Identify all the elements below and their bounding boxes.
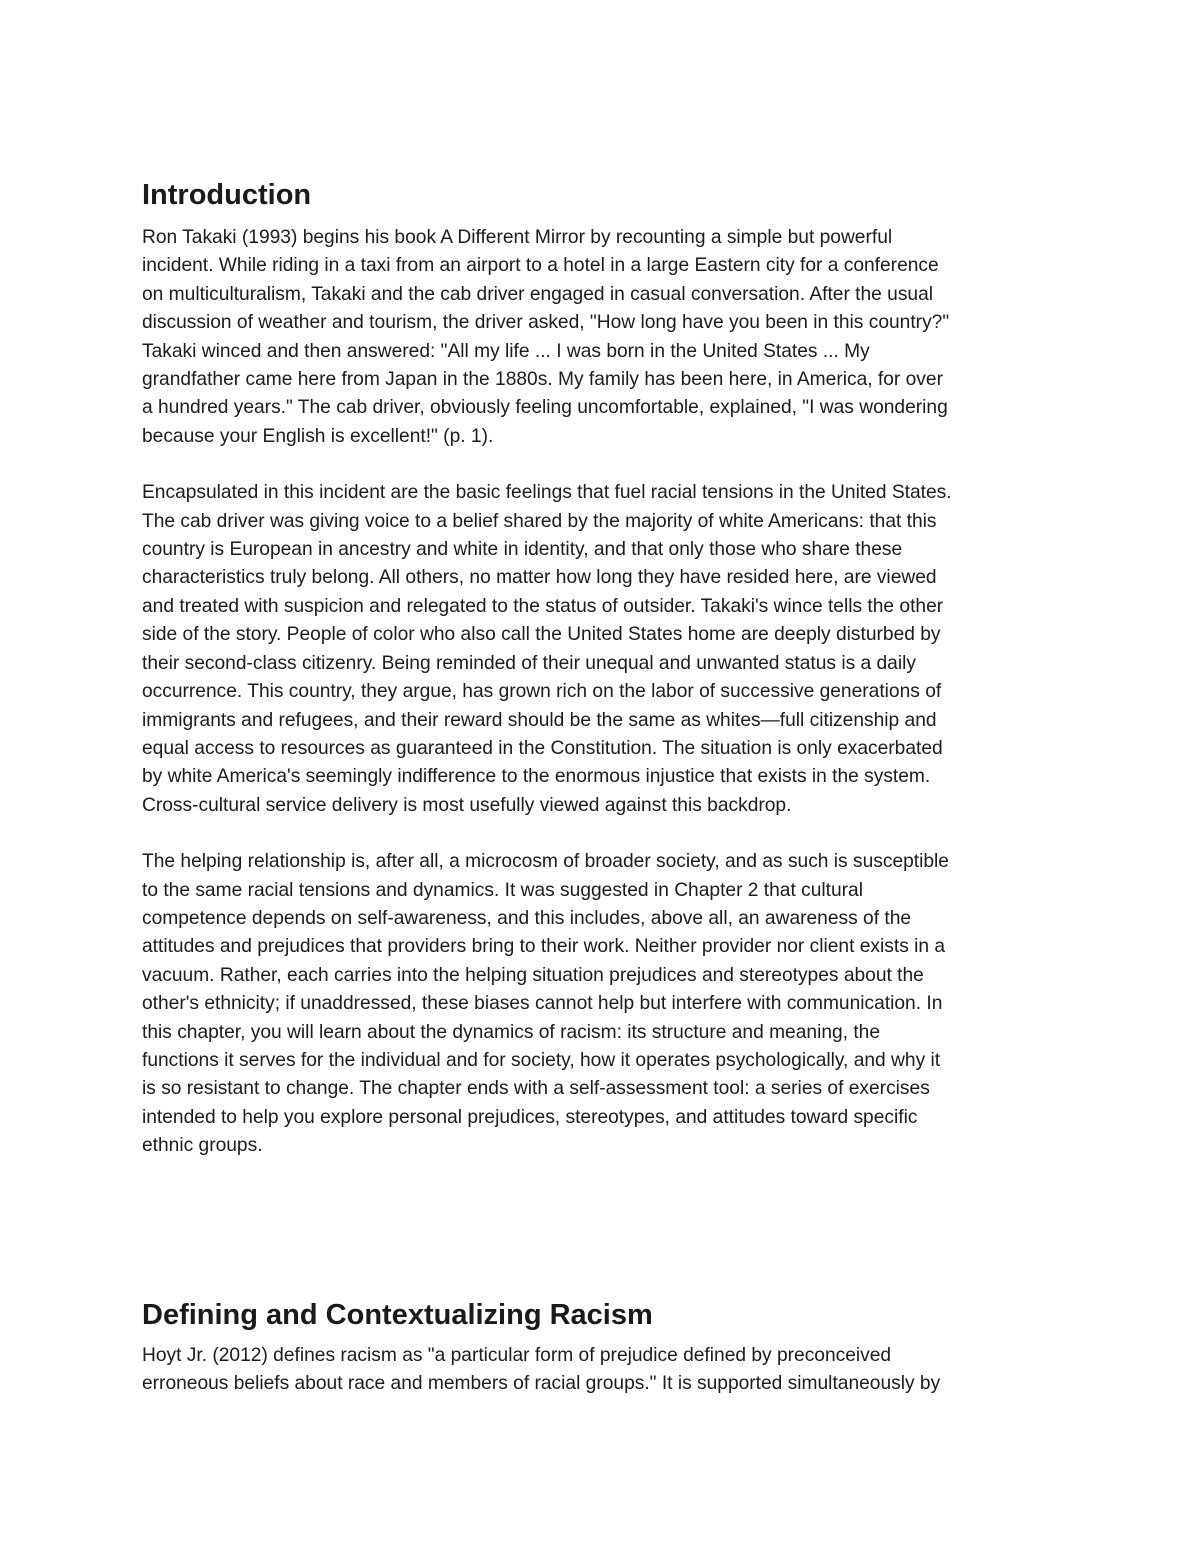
intro-paragraph-1: Ron Takaki (1993) begins his book A Different Mirror by recounting a simple but powerful incident. While riding in a taxi from an airport to a hotel in a large Eastern city for a conference on multiculturalism, Takaki and the cab driver engaged in casual conversation. After the usual discussion of weather and tourism, the driver asked, "How long have you been in this country?" Takaki winced and then answered: "All my life ... I was born in the United States ... My grandfather came here from Japan in the 1880s. My family has been here, in America, for over a hundred years." The cab driver, obviously feeling uncomfortable, explained, "I was wondering because your English is excellent!" (p. 1). [142,227,950,447]
intro-paragraph-2: Encapsulated in this incident are the basic feelings that fuel racial tensions in the United States. The cab driver was giving voice to a belief shared by the majority of white Americans: that this country is European in ancestry and white in identity, and that only those who share these characteristics truly belong. All others, no matter how long they have resided here, are viewed and treated with suspicion and relegated to the status of outsider. Takaki's wince tells the other side of the story. People of color who also call the United States home are deeply disturbed by their second-class citizenry. Being reminded of their unequal and unwanted status is a daily occurrence. This country, they argue, has grown rich on the labor of successive generations of immigrants and refugees, and their reward should be the same as whites—full citizenship and equal access to resources as guaranteed in the Constitution. The situation is only exacerbated by white America's seemingly indifference to the enormous injustice that exists in the system. Cross-cultural service delivery is most usefully viewed against this backdrop. [142,482,952,816]
section-heading-introduction: Introduction [142,179,312,211]
defining-paragraph-1: Hoyt Jr. (2012) defines racism as "a particular form of prejudice defined by preconceived erroneous beliefs about race and members of racial groups." It is supported simultaneously by [142,1345,941,1395]
defining-racism-section [142,1296,1062,1427]
intro-paragraph-3: The helping relationship is, after all, a microcosm of broader society, and as such is susceptible to the same racial tensions and dynamics. It was suggested in Chapter 2 that cultural competence depends on self-awareness, and this includes, above all, an awareness of the attitudes and prejudices that providers bring to their work. Neither provider nor client exists in a vacuum. Rather, each carries into the helping situation prejudices and stereotypes about the other's ethnicity; if unaddressed, these biases cannot help but interfere with communication. In this chapter, you will learn about the dynamics of racism: its structure and meaning, the functions it serves for the individual and for society, how it operates psychologically, and why it is so resistant to change. The chapter ends with a self-assessment tool: a series of exercises intended to help you explore personal prejudices, stereotypes, and attitudes toward specific ethnic groups. [142,851,949,1157]
introduction-section [142,176,1062,1189]
section-heading-defining-racism: Defining and Contextualizing Racism [142,1299,653,1331]
